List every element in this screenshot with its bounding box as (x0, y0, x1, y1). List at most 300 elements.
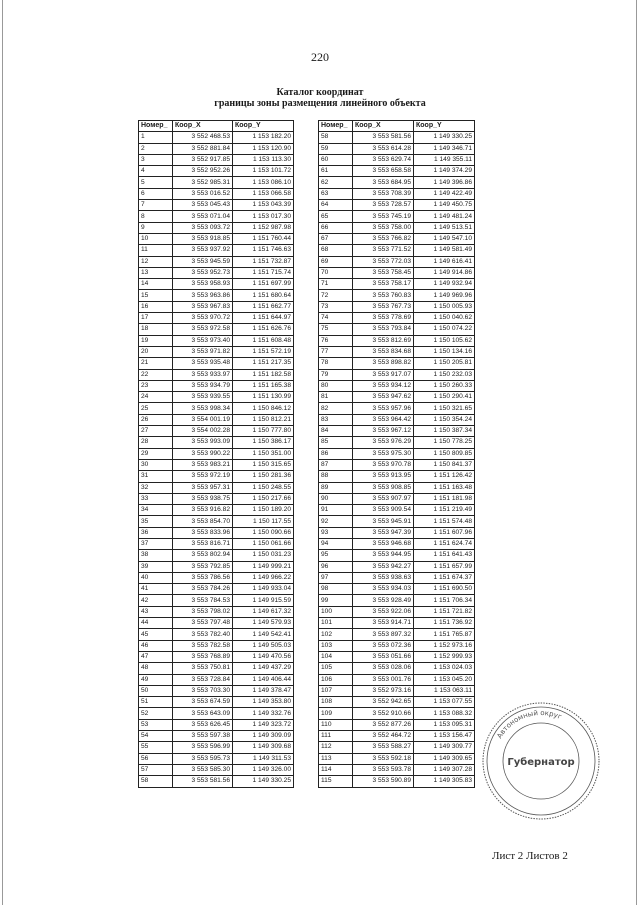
point-number-cell: 46 (139, 640, 173, 651)
table-row (319, 629, 475, 640)
table-row (139, 572, 294, 583)
coord-y-cell: 1 153 077.55 (414, 697, 475, 708)
scan-edge-left (2, 0, 3, 905)
point-number-cell: 81 (319, 392, 353, 403)
point-number-cell: 101 (319, 618, 353, 629)
point-number-cell: 61 (319, 166, 353, 177)
point-number-cell: 103 (319, 640, 353, 651)
coord-y-cell: 1 149 616.41 (414, 256, 475, 267)
table-row (319, 640, 475, 651)
table-row (139, 301, 294, 312)
table-row (319, 753, 475, 764)
table-row (319, 505, 475, 516)
coord-x-cell: 3 553 944.95 (353, 550, 414, 561)
table-row (319, 267, 475, 278)
coord-x-cell: 3 552 877.26 (353, 719, 414, 730)
coord-y-cell: 1 149 346.71 (414, 143, 475, 154)
coord-x-cell: 3 553 071.04 (173, 211, 233, 222)
coord-x-cell: 3 552 468.53 (173, 132, 233, 143)
coord-x-cell: 3 553 001.76 (353, 674, 414, 685)
coord-x-cell: 3 553 798.02 (173, 606, 233, 617)
seal-ring-text: Автономный округ (495, 708, 563, 740)
coord-x-cell: 3 553 934.79 (173, 380, 233, 391)
coord-x-cell: 3 552 952.26 (173, 166, 233, 177)
point-number-cell: 48 (139, 663, 173, 674)
table-row (139, 674, 294, 685)
table-row (319, 437, 475, 448)
coord-x-cell: 3 553 595.73 (173, 753, 233, 764)
table-row (139, 719, 294, 730)
coord-x-cell: 3 553 964.42 (353, 414, 414, 425)
point-number-cell: 6 (139, 188, 173, 199)
coord-y-cell: 1 149 305.83 (414, 776, 475, 787)
table-row (319, 200, 475, 211)
point-number-cell: 40 (139, 572, 173, 583)
coord-y-cell: 1 150 040.62 (414, 313, 475, 324)
coord-x-cell: 3 552 942.65 (353, 697, 414, 708)
point-number-cell: 94 (319, 538, 353, 549)
table-row (319, 358, 475, 369)
document-title (0, 87, 640, 109)
coord-y-cell: 1 151 572.19 (233, 346, 294, 357)
coord-y-cell: 1 150 354.24 (414, 414, 475, 425)
point-number-cell: 18 (139, 324, 173, 335)
coord-x-cell: 3 553 967.12 (353, 426, 414, 437)
coord-y-cell: 1 149 915.59 (233, 595, 294, 606)
table-row (319, 742, 475, 753)
table-row (319, 595, 475, 606)
coord-y-cell: 1 149 513.51 (414, 222, 475, 233)
point-number-cell: 77 (319, 346, 353, 357)
point-number-cell: 4 (139, 166, 173, 177)
table-row (139, 143, 294, 154)
coord-y-cell: 1 151 217.35 (233, 358, 294, 369)
point-number-cell: 102 (319, 629, 353, 640)
point-number-cell: 17 (139, 313, 173, 324)
point-number-cell: 49 (139, 674, 173, 685)
sheet-label: Лист 2 Листов 2 (492, 850, 568, 862)
table-body-right (319, 132, 475, 787)
point-number-cell: 106 (319, 674, 353, 685)
coord-x-cell: 3 553 588.27 (353, 742, 414, 753)
point-number-cell: 1 (139, 132, 173, 143)
table-row (139, 177, 294, 188)
coord-y-cell: 1 149 542.41 (233, 629, 294, 640)
coord-x-cell: 3 553 786.56 (173, 572, 233, 583)
table-row (319, 550, 475, 561)
point-number-cell: 30 (139, 459, 173, 470)
table-row (139, 233, 294, 244)
table-row (319, 188, 475, 199)
table-row (319, 561, 475, 572)
table-header-row (319, 121, 475, 132)
table-row (319, 493, 475, 504)
coord-y-cell: 1 151 706.34 (414, 595, 475, 606)
point-number-cell: 53 (139, 719, 173, 730)
coord-x-cell: 3 553 934.03 (353, 584, 414, 595)
point-number-cell: 58 (319, 132, 353, 143)
coord-x-cell: 3 553 585.30 (173, 764, 233, 775)
coord-y-cell: 1 149 378.47 (233, 685, 294, 696)
coord-x-cell: 3 553 758.00 (353, 222, 414, 233)
point-number-cell: 70 (319, 267, 353, 278)
table-row (319, 177, 475, 188)
coord-x-cell: 3 553 937.92 (173, 245, 233, 256)
coord-x-cell: 3 553 784.53 (173, 595, 233, 606)
coord-x-cell: 3 553 971.82 (173, 346, 233, 357)
coord-x-cell: 3 553 952.73 (173, 267, 233, 278)
coord-y-cell: 1 149 422.49 (414, 188, 475, 199)
point-number-cell: 90 (319, 493, 353, 504)
point-number-cell: 37 (139, 538, 173, 549)
table-body-left (139, 132, 294, 787)
coord-y-cell: 1 149 330.25 (414, 132, 475, 143)
coord-x-cell: 3 553 908.85 (353, 482, 414, 493)
coord-y-cell: 1 150 841.37 (414, 459, 475, 470)
point-number-cell: 50 (139, 685, 173, 696)
coord-x-cell: 3 553 935.48 (173, 358, 233, 369)
coord-x-cell: 3 553 934.12 (353, 380, 414, 391)
coord-y-cell: 1 151 182.58 (233, 369, 294, 380)
table-row (139, 629, 294, 640)
point-number-cell: 2 (139, 143, 173, 154)
coord-x-cell: 3 553 596.99 (173, 742, 233, 753)
coord-y-cell: 1 153 088.32 (414, 708, 475, 719)
coord-y-cell: 1 150 812.21 (233, 414, 294, 425)
point-number-cell: 73 (319, 301, 353, 312)
coord-y-cell: 1 153 101.72 (233, 166, 294, 177)
table-row (319, 697, 475, 708)
coord-y-cell: 1 151 715.74 (233, 267, 294, 278)
coord-x-cell: 3 553 792.85 (173, 561, 233, 572)
coord-x-cell: 3 554 001.19 (173, 414, 233, 425)
point-number-cell: 111 (319, 731, 353, 742)
point-number-cell: 110 (319, 719, 353, 730)
coord-x-cell: 3 553 914.71 (353, 618, 414, 629)
point-number-cell: 11 (139, 245, 173, 256)
point-number-cell: 43 (139, 606, 173, 617)
coord-y-cell: 1 150 005.93 (414, 301, 475, 312)
point-number-cell: 68 (319, 245, 353, 256)
coord-y-cell: 1 153 086.10 (233, 177, 294, 188)
coord-y-cell: 1 150 074.22 (414, 324, 475, 335)
coord-y-cell: 1 153 017.30 (233, 211, 294, 222)
coord-x-cell: 3 553 597.38 (173, 731, 233, 742)
table-row (139, 776, 294, 787)
coord-x-cell: 3 553 629.74 (353, 154, 414, 165)
scan-edge-right (636, 0, 637, 905)
coord-y-cell: 1 149 581.49 (414, 245, 475, 256)
point-number-cell: 83 (319, 414, 353, 425)
table-row (319, 380, 475, 391)
point-number-cell: 9 (139, 222, 173, 233)
coord-y-cell: 1 153 043.39 (233, 200, 294, 211)
coord-x-cell: 3 553 051.66 (353, 651, 414, 662)
point-number-cell: 93 (319, 527, 353, 538)
coord-y-cell: 1 149 326.00 (233, 764, 294, 775)
point-number-cell: 10 (139, 233, 173, 244)
coord-y-cell: 1 149 323.72 (233, 719, 294, 730)
table-row (319, 392, 475, 403)
coord-x-cell: 3 553 945.59 (173, 256, 233, 267)
point-number-cell: 79 (319, 369, 353, 380)
table-row (139, 459, 294, 470)
coord-y-cell: 1 149 932.94 (414, 279, 475, 290)
coord-x-cell: 3 553 728.84 (173, 674, 233, 685)
table-row (139, 618, 294, 629)
table-row (139, 222, 294, 233)
coord-y-cell: 1 150 260.33 (414, 380, 475, 391)
coord-y-cell: 1 150 777.80 (233, 426, 294, 437)
table-row (139, 358, 294, 369)
point-number-cell: 86 (319, 448, 353, 459)
coord-x-cell: 3 553 933.97 (173, 369, 233, 380)
coord-x-cell: 3 553 970.72 (173, 313, 233, 324)
coord-x-cell: 3 553 816.71 (173, 538, 233, 549)
point-number-cell: 27 (139, 426, 173, 437)
table-row (319, 335, 475, 346)
coord-y-cell: 1 150 290.41 (414, 392, 475, 403)
coord-y-cell: 1 150 315.65 (233, 459, 294, 470)
coord-y-cell: 1 153 182.20 (233, 132, 294, 143)
coord-y-cell: 1 151 163.48 (414, 482, 475, 493)
table-row (319, 618, 475, 629)
point-number-cell: 52 (139, 708, 173, 719)
table-row (319, 516, 475, 527)
point-number-cell: 28 (139, 437, 173, 448)
point-number-cell: 32 (139, 482, 173, 493)
coord-x-cell: 3 553 793.84 (353, 324, 414, 335)
coord-y-cell: 1 151 765.87 (414, 629, 475, 640)
coord-x-cell: 3 553 947.62 (353, 392, 414, 403)
coord-x-cell: 3 553 766.82 (353, 233, 414, 244)
coord-x-cell: 3 553 581.56 (173, 776, 233, 787)
coord-y-cell: 1 153 063.11 (414, 685, 475, 696)
coord-x-cell: 3 553 917.07 (353, 369, 414, 380)
point-number-cell: 84 (319, 426, 353, 437)
coord-x-cell: 3 553 907.97 (353, 493, 414, 504)
coord-y-cell: 1 151 165.38 (233, 380, 294, 391)
table-row (139, 685, 294, 696)
coord-x-cell: 3 553 045.43 (173, 200, 233, 211)
coord-x-cell: 3 553 782.58 (173, 640, 233, 651)
table-row (139, 764, 294, 775)
table-row (139, 595, 294, 606)
governor-seal (480, 700, 602, 822)
table-row (139, 584, 294, 595)
coord-x-cell: 3 553 834.68 (353, 346, 414, 357)
point-number-cell: 96 (319, 561, 353, 572)
coord-y-cell: 1 151 697.99 (233, 279, 294, 290)
point-number-cell: 88 (319, 471, 353, 482)
point-number-cell: 33 (139, 493, 173, 504)
table-row (319, 154, 475, 165)
table-row (319, 731, 475, 742)
coord-x-cell: 3 553 957.96 (353, 403, 414, 414)
table-row (319, 211, 475, 222)
table-row (319, 708, 475, 719)
coord-y-cell: 1 152 973.16 (414, 640, 475, 651)
point-number-cell: 80 (319, 380, 353, 391)
table-row (139, 538, 294, 549)
table-row (139, 471, 294, 482)
coord-x-cell: 3 553 993.09 (173, 437, 233, 448)
coord-y-cell: 1 150 189.20 (233, 505, 294, 516)
point-number-cell: 19 (139, 335, 173, 346)
point-number-cell: 104 (319, 651, 353, 662)
point-number-cell: 35 (139, 516, 173, 527)
coord-x-cell: 3 553 093.72 (173, 222, 233, 233)
table-row (139, 482, 294, 493)
table-row (319, 256, 475, 267)
point-number-cell: 42 (139, 595, 173, 606)
coord-y-cell: 1 150 809.85 (414, 448, 475, 459)
point-number-cell: 76 (319, 335, 353, 346)
point-number-cell: 92 (319, 516, 353, 527)
header-coord-x: Коор_X (173, 121, 233, 132)
coord-y-cell: 1 149 579.93 (233, 618, 294, 629)
table-row (139, 640, 294, 651)
header-number: Номер_ (139, 121, 173, 132)
table-row (319, 233, 475, 244)
title-line-2: границы зоны размещения линейного объекта (214, 98, 426, 109)
coord-y-cell: 1 149 505.03 (233, 640, 294, 651)
point-number-cell: 64 (319, 200, 353, 211)
point-number-cell: 97 (319, 572, 353, 583)
coord-y-cell: 1 150 217.66 (233, 493, 294, 504)
point-number-cell: 112 (319, 742, 353, 753)
coord-y-cell: 1 149 309.65 (414, 753, 475, 764)
coord-x-cell: 3 553 970.78 (353, 459, 414, 470)
table-row (319, 324, 475, 335)
coord-x-cell: 3 553 897.32 (353, 629, 414, 640)
coord-y-cell: 1 151 130.99 (233, 392, 294, 403)
table-row (139, 154, 294, 165)
coord-y-cell: 1 151 662.77 (233, 301, 294, 312)
table-row (139, 697, 294, 708)
point-number-cell: 65 (319, 211, 353, 222)
coord-y-cell: 1 150 248.55 (233, 482, 294, 493)
coord-y-cell: 1 151 626.76 (233, 324, 294, 335)
coord-x-cell: 3 553 708.39 (353, 188, 414, 199)
table-row (139, 132, 294, 143)
coord-x-cell: 3 553 945.91 (353, 516, 414, 527)
point-number-cell: 85 (319, 437, 353, 448)
coord-x-cell: 3 553 760.83 (353, 290, 414, 301)
coord-x-cell: 3 553 975.30 (353, 448, 414, 459)
coord-y-cell: 1 149 966.22 (233, 572, 294, 583)
coord-x-cell: 3 552 973.16 (353, 685, 414, 696)
point-number-cell: 20 (139, 346, 173, 357)
header-coord-y: Коор_Y (414, 121, 475, 132)
table-row (319, 346, 475, 357)
table-row (319, 290, 475, 301)
table-row (319, 651, 475, 662)
coord-x-cell: 3 553 684.95 (353, 177, 414, 188)
point-number-cell: 21 (139, 358, 173, 369)
coord-x-cell: 3 553 928.49 (353, 595, 414, 606)
coord-x-cell: 3 553 768.89 (173, 651, 233, 662)
coord-y-cell: 1 153 045.20 (414, 674, 475, 685)
coord-x-cell: 3 553 782.40 (173, 629, 233, 640)
point-number-cell: 31 (139, 471, 173, 482)
table-row (139, 324, 294, 335)
table-row (139, 403, 294, 414)
coord-y-cell: 1 153 120.90 (233, 143, 294, 154)
coord-y-cell: 1 150 031.23 (233, 550, 294, 561)
table-row (139, 313, 294, 324)
coord-y-cell: 1 150 387.34 (414, 426, 475, 437)
coord-x-cell: 3 553 028.06 (353, 663, 414, 674)
coord-x-cell: 3 553 626.45 (173, 719, 233, 730)
table-row (319, 222, 475, 233)
coord-x-cell: 3 553 916.82 (173, 505, 233, 516)
table-row (319, 482, 475, 493)
point-number-cell: 26 (139, 414, 173, 425)
point-number-cell: 95 (319, 550, 353, 561)
coord-x-cell: 3 553 939.55 (173, 392, 233, 403)
coord-y-cell: 1 151 608.48 (233, 335, 294, 346)
coord-x-cell: 3 553 946.68 (353, 538, 414, 549)
point-number-cell: 71 (319, 279, 353, 290)
point-number-cell: 99 (319, 595, 353, 606)
coord-x-cell: 3 553 854.70 (173, 516, 233, 527)
coord-x-cell: 3 553 758.45 (353, 267, 414, 278)
point-number-cell: 51 (139, 697, 173, 708)
coord-y-cell: 1 149 396.86 (414, 177, 475, 188)
table-row (319, 426, 475, 437)
point-number-cell: 47 (139, 651, 173, 662)
coord-y-cell: 1 151 760.44 (233, 233, 294, 244)
coord-y-cell: 1 149 307.28 (414, 764, 475, 775)
coord-x-cell: 3 553 958.93 (173, 279, 233, 290)
coord-y-cell: 1 149 311.53 (233, 753, 294, 764)
point-number-cell: 54 (139, 731, 173, 742)
point-number-cell: 114 (319, 764, 353, 775)
table-row (319, 663, 475, 674)
coord-y-cell: 1 150 321.65 (414, 403, 475, 414)
coord-y-cell: 1 150 351.00 (233, 448, 294, 459)
point-number-cell: 58 (139, 776, 173, 787)
table-row (319, 719, 475, 730)
coord-x-cell: 3 553 967.83 (173, 301, 233, 312)
coord-x-cell: 3 553 833.96 (173, 527, 233, 538)
coord-x-cell: 3 553 703.30 (173, 685, 233, 696)
table-row (139, 550, 294, 561)
point-number-cell: 45 (139, 629, 173, 640)
coord-x-cell: 3 553 938.63 (353, 572, 414, 583)
coord-y-cell: 1 152 987.98 (233, 222, 294, 233)
coord-x-cell: 3 553 674.59 (173, 697, 233, 708)
point-number-cell: 60 (319, 154, 353, 165)
coord-y-cell: 1 150 232.03 (414, 369, 475, 380)
table-row (319, 143, 475, 154)
coord-y-cell: 1 151 736.92 (414, 618, 475, 629)
table-row (139, 335, 294, 346)
table-row (139, 380, 294, 391)
coord-y-cell: 1 149 355.11 (414, 154, 475, 165)
point-number-cell: 29 (139, 448, 173, 459)
coord-x-cell: 3 552 464.72 (353, 731, 414, 742)
coord-y-cell: 1 151 624.74 (414, 538, 475, 549)
coord-y-cell: 1 153 024.03 (414, 663, 475, 674)
table-row (139, 267, 294, 278)
coord-x-cell: 3 553 922.06 (353, 606, 414, 617)
table-row (319, 279, 475, 290)
table-row (319, 685, 475, 696)
coord-x-cell: 3 553 772.03 (353, 256, 414, 267)
table-row (319, 403, 475, 414)
